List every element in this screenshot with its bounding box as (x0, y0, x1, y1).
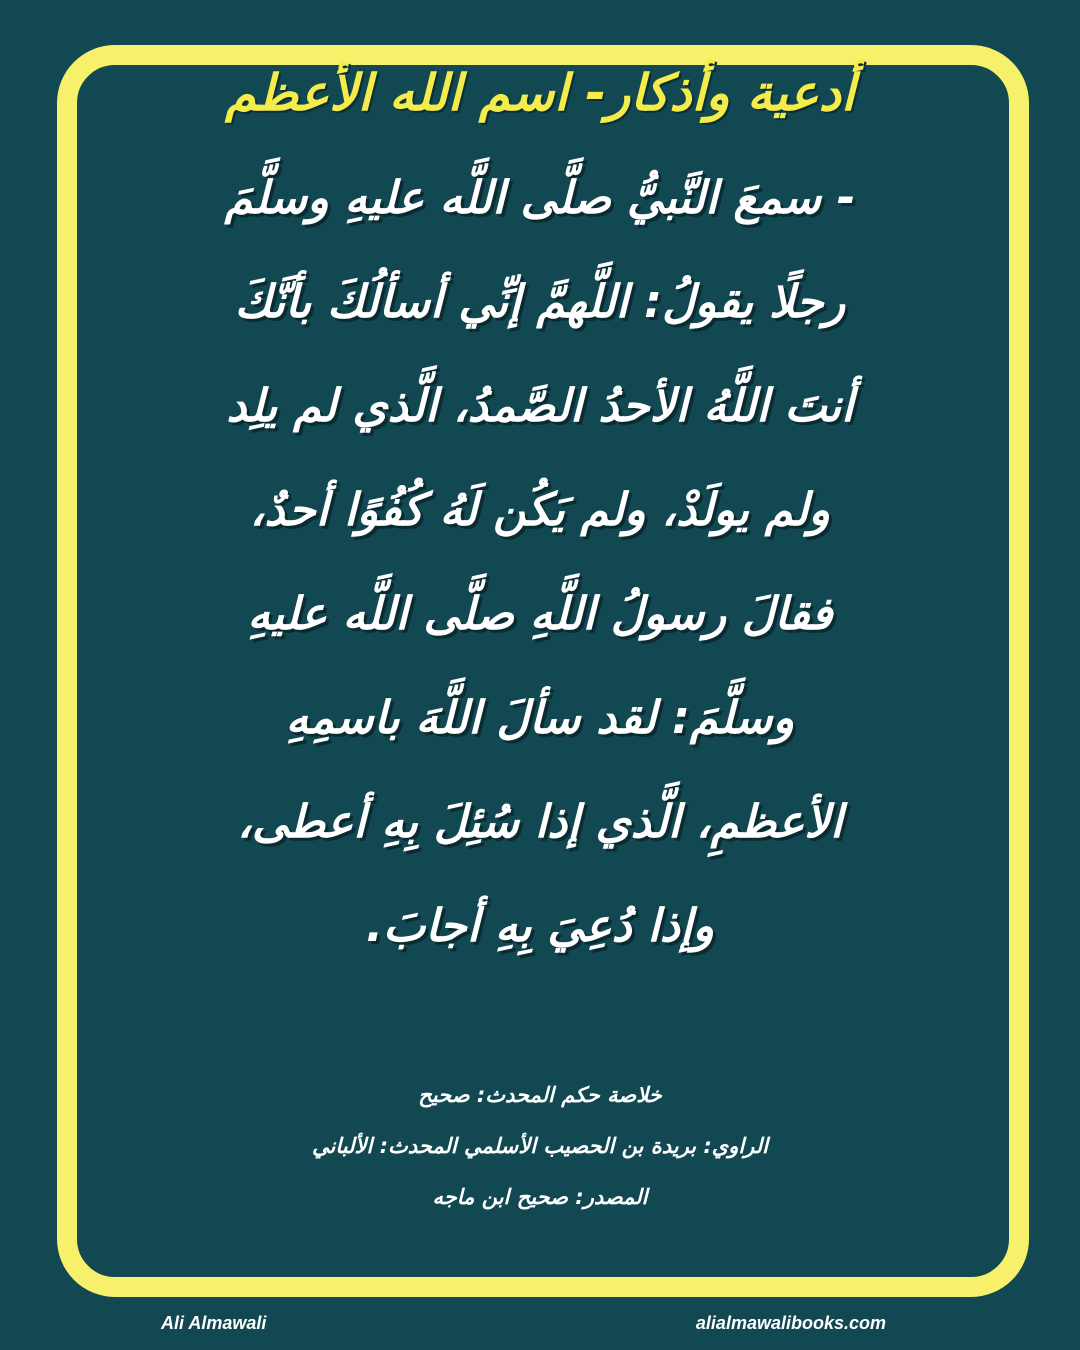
hadith-metadata (0, 1070, 1080, 1223)
source-text: المصدر: صحيح ابن ماجه (432, 1185, 648, 1209)
hadith-line: الأعظمِ، الَّذي إذا سُئِلَ بِهِ أعطى، (237, 795, 843, 848)
hadith-line: ولم يولَدْ، ولم يَكُن لَهُ كُفُوًا أحدٌ، (249, 483, 831, 536)
hadith-line: فقالَ رسولُ اللَّهِ صلَّى اللَّه عليهِ (247, 587, 833, 640)
verdict-text: خلاصة حكم المحدث: صحيح (418, 1083, 662, 1107)
website-url: alialmawalibooks.com (695, 1313, 886, 1333)
hadith-line: - سمعَ النَّبيُّ صلَّى اللَّه عليهِ وسلَّمَ (224, 171, 856, 224)
hadith-line: وسلَّمَ: لقد سألَ اللَّهَ باسمِهِ (285, 691, 795, 744)
narrator-text: الراوي: بريدة بن الحصيب الأسلمي المحدث: الألباني (311, 1134, 768, 1158)
hadith-line: رجلًا يقولُ: اللَّهمَّ إنِّي أسألُكَ بأنَّكَ (234, 275, 846, 328)
hadith-line: وإذا دُعِيَ بِهِ أجابَ. (365, 899, 715, 952)
page-title: أدعية وأذكار- اسم الله الأعظم (225, 64, 855, 122)
hadith-text (30, 146, 1050, 978)
hadith-line: أنتَ اللَّهُ الأحدُ الصَّمدُ، الَّذي لم يلِد (226, 379, 854, 432)
author-name: Ali Almawali (161, 1313, 267, 1333)
